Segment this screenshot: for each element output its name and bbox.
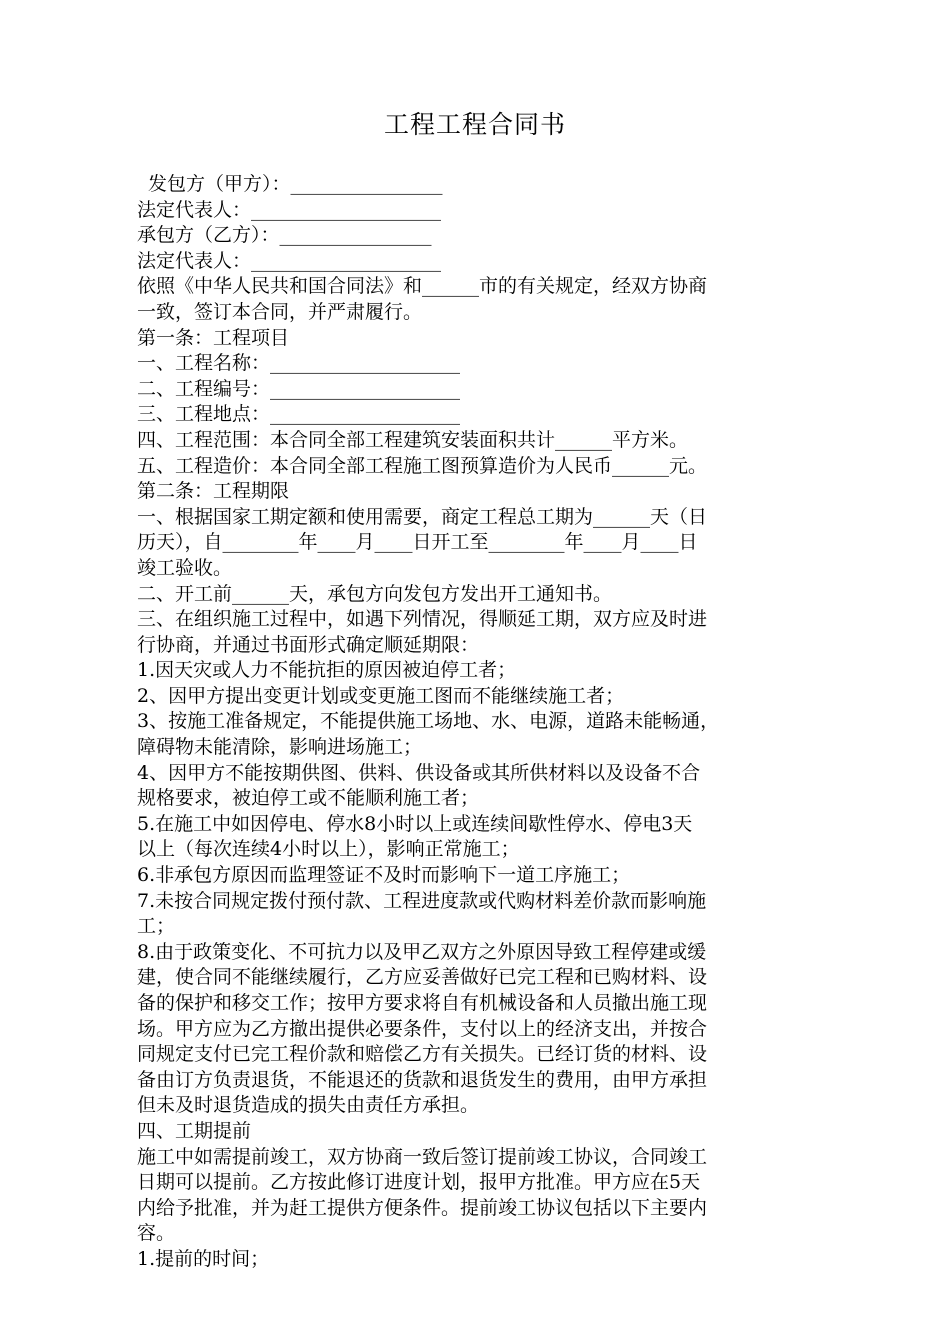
text-line: 一、根据国家工期定额和使用需要，商定工程总工期为______天（日 bbox=[137, 505, 708, 528]
section-heading: 四、工期提前 bbox=[137, 1119, 252, 1142]
text-line: 三、工程地点：____________________ bbox=[137, 403, 461, 426]
text-line: 发包方（甲方）：________________ bbox=[148, 173, 443, 195]
text-line: 一致，签订本合同，并严肃履行。 bbox=[137, 300, 423, 323]
text-line: 承包方（乙方）：________________ bbox=[137, 224, 432, 247]
text-line: 五、工程造价：本合同全部工程施工图预算造价为人民币______元。 bbox=[137, 454, 708, 477]
text-line: 障碍物未能清除，影响进场施工； bbox=[137, 736, 423, 759]
text-line: 1.因天灾或人力不能抗拒的原因被迫停工者； bbox=[137, 659, 517, 682]
text-line: 二、工程编号：____________________ bbox=[137, 377, 461, 400]
text-line: 4、因甲方不能按期供图、供料、供设备或其所供材料以及设备不合 bbox=[137, 761, 701, 784]
text-line: 依照《中华人民共和国合同法》和______市的有关规定，经双方协商 bbox=[137, 275, 708, 298]
text-line: 容。 bbox=[137, 1222, 176, 1245]
text-line: 建，使合同不能继续履行，乙方应妥善做好已完工程和已购材料、设 bbox=[137, 966, 708, 989]
text-line: 1.提前的时间； bbox=[137, 1247, 270, 1270]
text-line: 场。甲方应为乙方撤出提供必要条件，支付以上的经济支出，并按合 bbox=[137, 1017, 708, 1040]
text-line: 工； bbox=[137, 915, 176, 938]
text-line: 3、按施工准备规定，不能提供施工场地、水、电源，道路未能畅通， bbox=[137, 710, 720, 733]
text-line: 内给予批准，并为赶工提供方便条件。提前竣工协议包括以下主要内 bbox=[137, 1196, 708, 1219]
text-line: 行协商，并通过书面形式确定顺延期限： bbox=[137, 633, 480, 656]
text-line: 2、因甲方提出变更计划或变更施工图而不能继续施工者； bbox=[137, 684, 625, 707]
text-line: 竣工验收。 bbox=[137, 556, 233, 579]
text-line: 规格要求，被迫停工或不能顺利施工者； bbox=[137, 787, 480, 810]
text-line: 三、在组织施工过程中，如遇下列情况，得顺延工期，双方应及时进 bbox=[137, 608, 708, 631]
text-line: 8.由于政策变化、不可抗力以及甲乙双方之外原因导致工程停建或缓 bbox=[137, 940, 707, 963]
text-line: 7.未按合同规定拨付预付款、工程进度款或代购材料差价款而影响施 bbox=[137, 889, 707, 912]
section-heading: 第一条：工程项目 bbox=[137, 326, 290, 349]
text-line: 四、工程范围：本合同全部工程建筑安装面积共计______平方米。 bbox=[137, 428, 689, 451]
text-line: 但未及时退货造成的损失由责任方承担。 bbox=[137, 1094, 480, 1117]
text-line: 施工中如需提前竣工，双方协商一致后签订提前竣工协议，合同竣工 bbox=[137, 1145, 708, 1168]
document-title: 工程工程合同书 bbox=[383, 110, 566, 139]
text-line: 二、开工前______天，承包方向发包方发出开工通知书。 bbox=[137, 582, 613, 605]
text-line: 法定代表人：____________________ bbox=[137, 198, 442, 221]
text-line: 5.在施工中如因停电、停水8小时以上或连续间歇性停水、停电3天 bbox=[137, 812, 693, 835]
text-line: 历天），自________年____月____日开工至________年____月____日 bbox=[137, 531, 698, 554]
text-line: 日期可以提前。乙方按此修订进度计划，报甲方批准。甲方应在5天 bbox=[137, 1171, 701, 1194]
text-line: 同规定支付已完工程价款和赔偿乙方有关损失。已经订货的材料、设 bbox=[137, 1043, 708, 1066]
document-body bbox=[137, 172, 815, 1273]
text-line: 备由订方负责退货，不能退还的货款和退货发生的费用，由甲方承担 bbox=[137, 1068, 708, 1091]
section-heading: 第二条：工程期限 bbox=[137, 480, 290, 503]
text-line: 法定代表人：____________________ bbox=[137, 249, 442, 272]
text-line: 以上（每次连续4小时以上），影响正常施工； bbox=[137, 838, 520, 861]
text-line: 一、工程名称：____________________ bbox=[137, 352, 461, 375]
text-line: 备的保护和移交工作；按甲方要求将自有机械设备和人员撤出施工现 bbox=[137, 992, 708, 1014]
text-line: 6.非承包方原因而监理签证不及时而影响下一道工序施工； bbox=[137, 864, 631, 887]
